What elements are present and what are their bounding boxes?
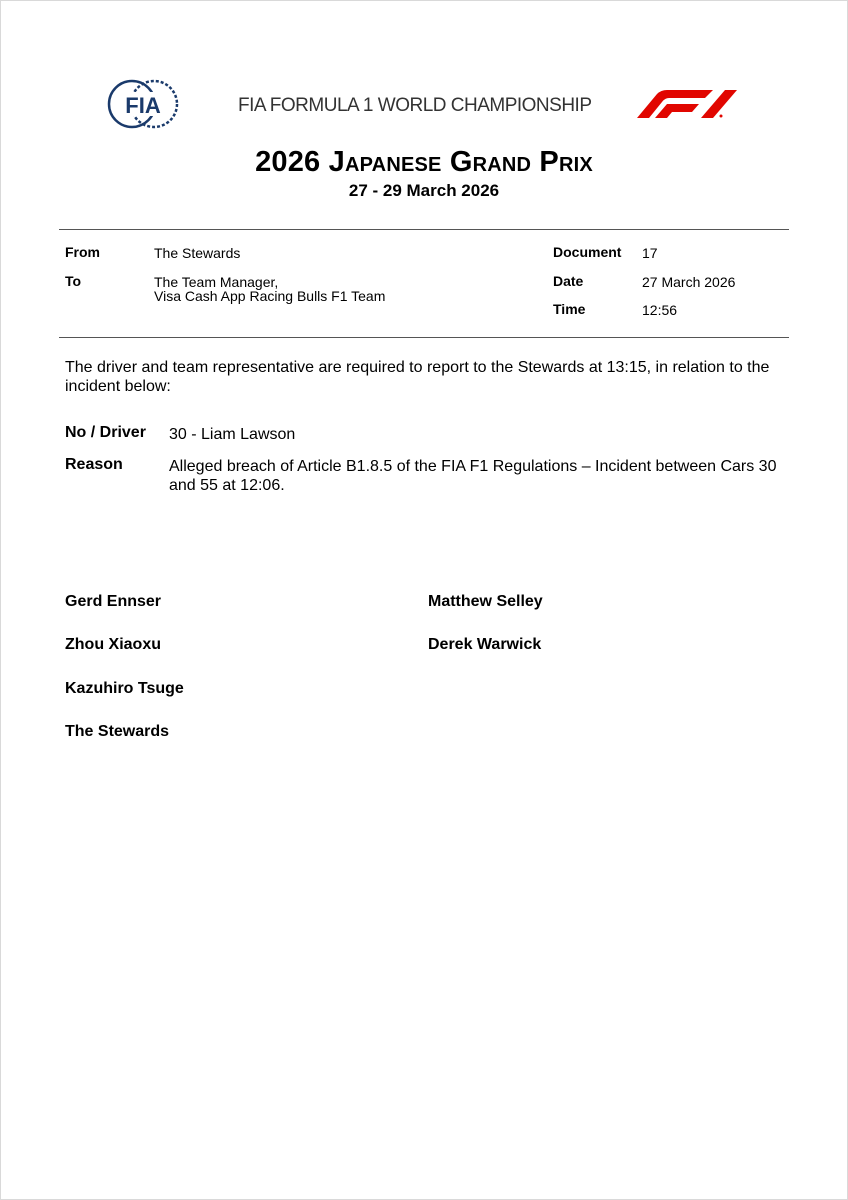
steward-name: Kazuhiro Tsuge xyxy=(65,680,184,697)
championship-name: FIA FORMULA 1 WORLD CHAMPIONSHIP xyxy=(238,95,592,116)
steward-name: Zhou Xiaoxu xyxy=(65,636,161,653)
header-divider-top xyxy=(59,229,789,230)
fia-logo xyxy=(107,79,179,129)
from-value: The Stewards xyxy=(154,245,241,261)
date-value: 27 March 2026 xyxy=(642,274,736,290)
steward-name: Gerd Ennser xyxy=(65,593,162,610)
to-value-line2: Visa Cash App Racing Bulls F1 Team xyxy=(154,288,386,304)
to-label: To xyxy=(65,273,82,289)
steward-name: Derek Warwick xyxy=(428,636,542,653)
page-title xyxy=(0,146,848,179)
reason-label: Reason xyxy=(65,456,123,473)
document-label: Document xyxy=(553,244,622,260)
time-label: Time xyxy=(553,301,586,317)
steward-name: Matthew Selley xyxy=(428,593,543,610)
intro-paragraph: The driver and team representative are required to report to the Stewards at 13:15, in relation to the incident below: xyxy=(65,359,770,395)
from-label: From xyxy=(65,244,100,260)
stewards-signoff: The Stewards xyxy=(65,723,170,740)
title-year: 2026 xyxy=(255,146,321,178)
to-value-line1: The Team Manager, xyxy=(154,274,279,290)
svg-text:FIA: FIA xyxy=(125,93,161,118)
driver-value: 30 - Liam Lawson xyxy=(169,426,296,443)
f1-logo xyxy=(635,88,739,120)
driver-label: No / Driver xyxy=(65,424,146,441)
time-value: 12:56 xyxy=(642,302,678,318)
date-label: Date xyxy=(553,273,584,289)
reason-value: Alleged breach of Article B1.8.5 of the FIA F1 Regulations – Incident between Cars 30 and 55 at 12:06. xyxy=(169,458,777,494)
header-divider-bottom xyxy=(59,337,789,338)
document-value: 17 xyxy=(642,245,658,261)
event-dates: 27 - 29 March 2026 xyxy=(348,181,500,200)
title-event: Japanese Grand Prix xyxy=(328,146,593,178)
